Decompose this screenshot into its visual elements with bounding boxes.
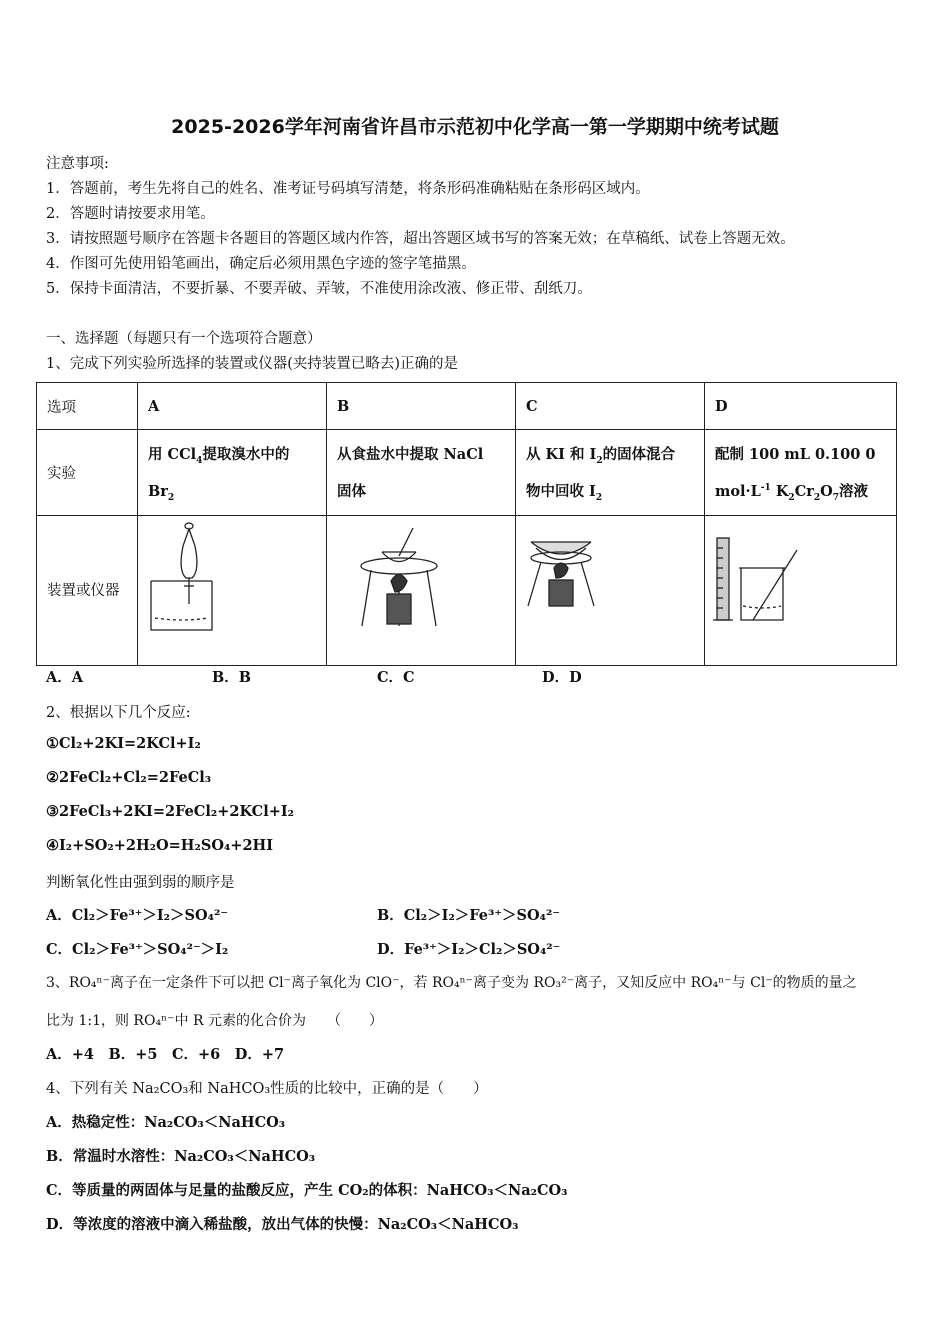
q1-option-b[interactable]: B．B bbox=[212, 669, 252, 686]
q1-stem: 1、完成下列实验所选择的装置或仪器(夹持装置已略去)正确的是 bbox=[46, 356, 459, 372]
experiment-c: 从 KI 和 $I_2$的固体混合 物中回收 $I_2$ bbox=[516, 430, 705, 516]
apparatus-c bbox=[516, 516, 705, 666]
q2-reaction: ①Cl₂+2KI=2KCl+I₂ bbox=[46, 735, 201, 752]
notice-item: 5．保持卡面清洁，不要折暴、不要弄破、弄皱，不准使用涂改液、修正带、刮纸刀。 bbox=[46, 281, 592, 297]
row-label: 选项 bbox=[37, 383, 138, 430]
q3-options[interactable]: A．+4 B．+5 C．+6 D．+7 bbox=[46, 1046, 285, 1063]
notice-heading: 注意事项: bbox=[46, 156, 109, 172]
experiment-b: 从食盐水中提取 NaCl 固体 bbox=[327, 430, 516, 516]
col-header-a: A bbox=[138, 383, 327, 430]
q3-stem-line2: 比为 1:1，则 RO₄ⁿ⁻中 R 元素的化合价为 （ ） bbox=[46, 1013, 383, 1029]
q4-option-b[interactable]: B．常温时水溶性：Na₂CO₃＜NaHCO₃ bbox=[46, 1148, 316, 1165]
notice-item: 4．作图可先使用铅笔画出，确定后必须用黑色字迹的签字笔描黑。 bbox=[46, 256, 476, 272]
evaporating-dish-icon bbox=[327, 516, 516, 661]
section-heading: 一、选择题（每题只有一个选项符合题意） bbox=[46, 331, 322, 347]
col-header-d: D bbox=[705, 383, 897, 430]
sublimation-apparatus-icon bbox=[516, 516, 705, 661]
notice-item: 2．答题时请按要求用笔。 bbox=[46, 206, 215, 222]
q1-option-a[interactable]: A．A bbox=[46, 669, 84, 686]
row-label: 装置或仪器 bbox=[37, 516, 138, 666]
apparatus-d bbox=[705, 516, 897, 666]
q4-option-d[interactable]: D．等浓度的溶液中滴入稀盐酸，放出气体的快慢：Na₂CO₃＜NaHCO₃ bbox=[46, 1216, 519, 1233]
q2-question: 判断氧化性由强到弱的顺序是 bbox=[46, 875, 235, 891]
graduated-cylinder-beaker-icon bbox=[705, 516, 897, 661]
q4-option-c[interactable]: C．等质量的两固体与足量的盐酸反应，产生 CO₂的体积：NaHCO₃＜Na₂CO₃ bbox=[46, 1182, 568, 1199]
q2-option-b[interactable]: B．Cl₂＞I₂＞Fe³⁺＞SO₄²⁻ bbox=[377, 907, 560, 924]
q1-option-c[interactable]: C．C bbox=[377, 669, 415, 686]
q1-table bbox=[36, 382, 897, 666]
experiment-d: 配制 100 mL 0.100 0 $mol\cdot L^{-1}$ $K_2Cr_2O_7$溶液 bbox=[705, 430, 897, 516]
exam-title: 2025-2026学年河南省许昌市示范初中化学高一第一学期期中统考试题 bbox=[171, 116, 779, 138]
q1-option-d[interactable]: D．D bbox=[542, 669, 582, 686]
q2-option-d[interactable]: D．Fe³⁺＞I₂＞Cl₂＞SO₄²⁻ bbox=[377, 941, 561, 958]
q2-reaction: ④I₂+SO₂+2H₂O=H₂SO₄+2HI bbox=[46, 837, 274, 854]
q4-option-a[interactable]: A．热稳定性：Na₂CO₃＜NaHCO₃ bbox=[46, 1114, 286, 1131]
row-label: 实验 bbox=[37, 430, 138, 516]
col-header-c: C bbox=[516, 383, 705, 430]
q2-reaction: ②2FeCl₂+Cl₂=2FeCl₃ bbox=[46, 769, 212, 786]
apparatus-b bbox=[327, 516, 516, 666]
notice-item: 1．答题前，考生先将自己的姓名、准考证号码填写清楚，将条形码准确粘贴在条形码区域内。 bbox=[46, 181, 650, 197]
experiment-a: 用 CCl$_4$提取溴水中的 $Br_2$ bbox=[138, 430, 327, 516]
q2-option-c[interactable]: C．Cl₂＞Fe³⁺＞SO₄²⁻＞I₂ bbox=[46, 941, 229, 958]
q2-option-a[interactable]: A．Cl₂＞Fe³⁺＞I₂＞SO₄²⁻ bbox=[46, 907, 228, 924]
q4-stem: 4、下列有关 Na₂CO₃和 NaHCO₃性质的比较中，正确的是（ ） bbox=[46, 1081, 488, 1097]
q2-stem: 2、根据以下几个反应: bbox=[46, 705, 191, 721]
col-header-b: B bbox=[327, 383, 516, 430]
q2-reaction: ③2FeCl₃+2KI=2FeCl₂+2KCl+I₂ bbox=[46, 803, 294, 820]
separatory-funnel-icon bbox=[138, 516, 327, 661]
q3-stem-line1: 3、RO₄ⁿ⁻离子在一定条件下可以把 Cl⁻离子氧化为 ClO⁻，若 RO₄ⁿ⁻离子变为 RO₃²⁻离子，又知反应中 RO₄ⁿ⁻与 Cl⁻的物质的量之 bbox=[46, 975, 857, 991]
notice-item: 3．请按照题号顺序在答题卡各题目的答题区域内作答，超出答题区域书写的答案无效；在草稿纸、试卷上答题无效。 bbox=[46, 231, 795, 247]
apparatus-a bbox=[138, 516, 327, 666]
